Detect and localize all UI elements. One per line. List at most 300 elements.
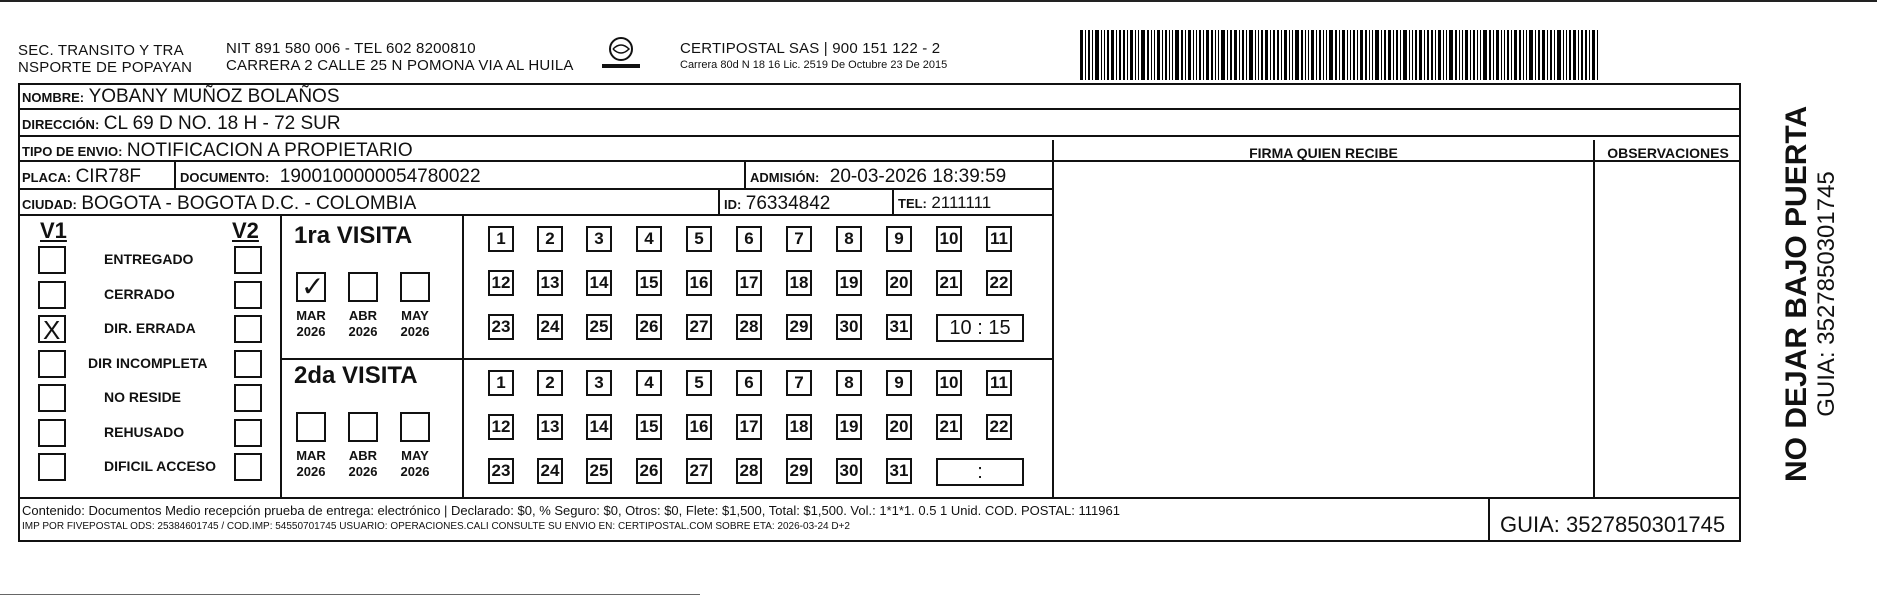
barcode-bar xyxy=(1281,30,1282,80)
v1-mark: X xyxy=(43,315,61,345)
barcode-bar xyxy=(1563,30,1564,80)
direccion-row xyxy=(22,113,341,135)
barcode-bar xyxy=(1249,30,1253,80)
day-box[interactable]: 12 xyxy=(488,270,514,296)
day-box[interactable]: 11 xyxy=(986,226,1012,252)
day-box[interactable]: 9 xyxy=(886,370,912,396)
barcode-bar xyxy=(1360,30,1363,80)
barcode-bar xyxy=(1347,30,1348,80)
issuer-contact xyxy=(226,40,574,74)
barcode-bar xyxy=(1270,30,1271,80)
barcode-bar xyxy=(1493,30,1494,80)
day-box[interactable]: 10 xyxy=(936,226,962,252)
barcode-bar xyxy=(1455,30,1457,80)
barcode-bar xyxy=(1504,30,1505,80)
barcode-bar xyxy=(1123,30,1125,80)
divider xyxy=(18,214,1054,216)
nit-line: NIT 891 580 006 - TEL 602 8200810 xyxy=(226,40,476,57)
barcode-bar xyxy=(1085,30,1086,80)
day-box[interactable]: 30 xyxy=(836,314,862,340)
divider xyxy=(744,162,746,189)
barcode-bar xyxy=(1111,30,1114,80)
barcode-bar xyxy=(1185,30,1186,80)
barcode-bar xyxy=(1465,30,1468,80)
time-field[interactable]: : xyxy=(936,458,1024,486)
ciudad-row xyxy=(22,193,416,215)
barcode-bar xyxy=(1193,30,1194,80)
barcode-bar xyxy=(1258,30,1259,80)
day-box[interactable]: 26 xyxy=(636,458,662,484)
barcode-bar xyxy=(1477,30,1478,80)
tipo-label: TIPO DE ENVIO: xyxy=(22,144,123,159)
barcode-bar xyxy=(1292,30,1293,80)
day-box[interactable]: 22 xyxy=(986,414,1012,440)
day-box[interactable]: 6 xyxy=(736,226,762,252)
barcode-bar xyxy=(1501,30,1502,80)
barcode-bar xyxy=(1443,30,1444,80)
month-checkbox[interactable] xyxy=(348,412,378,442)
tipo-value: NOTIFICACION A PROPIETARIO xyxy=(126,140,413,161)
month-name: MAR xyxy=(296,308,326,323)
barcode-bar xyxy=(1523,30,1524,80)
footer-line-1: Contenido: Documentos Medio recepción prueba de entrega: electrónico | Declarado: $0, % Seguro: $0, Otros: $0, Flete: $1,500, Total: $1,500. Vol.: 1*1*1. 0.5 1 Unid. COD. POSTAL: 111961 xyxy=(22,503,1120,518)
barcode-bar xyxy=(1289,30,1290,80)
status-label: NO RESIDE xyxy=(104,389,182,405)
barcode-bar xyxy=(1357,30,1358,80)
day-box[interactable]: 13 xyxy=(537,414,563,440)
direccion-label: DIRECCIÓN: xyxy=(22,117,100,132)
month-checkbox[interactable] xyxy=(348,272,378,302)
status-label: DIR. ERRADA xyxy=(104,320,196,336)
observaciones-header: OBSERVACIONES xyxy=(1607,145,1729,161)
day-box[interactable]: 19 xyxy=(836,414,862,440)
direccion-value: CL 69 D NO. 18 H - 72 SUR xyxy=(103,113,341,134)
barcode-bar xyxy=(1578,30,1579,80)
day-box[interactable]: 4 xyxy=(636,370,662,396)
day-box[interactable]: 27 xyxy=(686,314,712,340)
day-box[interactable]: 6 xyxy=(736,370,762,396)
day-box[interactable]: 10 xyxy=(936,370,962,396)
barcode-bar xyxy=(1372,30,1373,80)
day-box[interactable]: 29 xyxy=(786,314,812,340)
barcode-bar xyxy=(1277,30,1279,80)
divider xyxy=(462,216,464,497)
month-year: 2026 xyxy=(296,464,326,479)
month-year: 2026 xyxy=(348,324,378,339)
v1-checkbox[interactable] xyxy=(38,281,66,309)
id-row xyxy=(724,193,830,215)
issuer-name xyxy=(18,42,192,76)
admision-value: 20-03-2026 18:39:59 xyxy=(829,166,1007,187)
barcode-bar xyxy=(1239,30,1240,80)
status-label: CERRADO xyxy=(104,285,175,302)
day-box[interactable]: 23 xyxy=(488,314,514,340)
barcode-bar xyxy=(1101,30,1102,80)
placa-row xyxy=(22,166,141,188)
v2-checkbox[interactable] xyxy=(234,419,262,447)
barcode-bar xyxy=(1419,30,1422,80)
barcode-bar xyxy=(1514,30,1517,80)
barcode-bar xyxy=(1569,30,1571,80)
issuer-line-1: SEC. TRANSITO Y TRA xyxy=(18,42,184,59)
day-box[interactable]: 3 xyxy=(586,370,612,396)
day-box[interactable]: 26 xyxy=(636,314,662,340)
status-label: REHUSADO xyxy=(104,423,185,440)
month-check-mark: ✓ xyxy=(301,271,325,302)
month-name: MAY xyxy=(401,448,429,463)
divider xyxy=(892,190,894,215)
barcode-bar xyxy=(1157,30,1160,80)
barcode-bar xyxy=(1246,30,1247,80)
day-box[interactable]: 20 xyxy=(886,270,912,296)
barcode-bar xyxy=(1538,30,1540,80)
barcode-bar xyxy=(1369,30,1370,80)
month-label xyxy=(393,448,437,480)
barcode-bar xyxy=(1273,30,1275,80)
barcode-bar xyxy=(1301,30,1303,80)
barcode-bar xyxy=(1181,30,1183,80)
barcode-bar xyxy=(1308,30,1309,80)
v2-checkbox[interactable] xyxy=(234,315,262,343)
barcode-bar xyxy=(1597,30,1598,80)
day-box[interactable]: 30 xyxy=(836,458,862,484)
barcode-bar xyxy=(1116,30,1117,80)
barcode-bar xyxy=(1554,30,1555,80)
right-columns-divider-mid xyxy=(1593,140,1595,497)
day-box[interactable]: 24 xyxy=(537,314,563,340)
tel-label: TEL: xyxy=(898,196,927,211)
v1-checkbox[interactable] xyxy=(38,350,66,378)
barcode-bar xyxy=(1393,30,1394,80)
v2-checkbox[interactable] xyxy=(234,281,262,309)
day-box[interactable]: 14 xyxy=(586,270,612,296)
v1-checkbox[interactable] xyxy=(38,453,66,481)
day-box[interactable]: 2 xyxy=(537,226,563,252)
barcode-bar xyxy=(1141,30,1145,80)
barcode-bar xyxy=(1526,30,1527,80)
status-label: DIR INCOMPLETA xyxy=(88,354,208,371)
barcode-bar xyxy=(1511,30,1512,80)
day-box[interactable]: 23 xyxy=(488,458,514,484)
top-border xyxy=(0,0,1877,2)
day-box[interactable]: 25 xyxy=(586,314,612,340)
barcode-bar xyxy=(1542,30,1545,80)
v2-checkbox[interactable] xyxy=(234,384,262,412)
placa-value: CIR78F xyxy=(75,166,142,187)
barcode-bar xyxy=(1329,30,1333,80)
barcode-bar xyxy=(1342,30,1345,80)
day-box[interactable]: 19 xyxy=(836,270,862,296)
month-checkbox[interactable] xyxy=(400,272,430,302)
barcode-bar xyxy=(1165,30,1167,80)
day-box[interactable]: 27 xyxy=(686,458,712,484)
barcode-bar xyxy=(1119,30,1121,80)
barcode-bar xyxy=(1218,30,1219,80)
barcode-bar xyxy=(1095,30,1099,80)
day-box[interactable]: 1 xyxy=(488,370,514,396)
month-year: 2026 xyxy=(400,464,430,479)
firma-header: FIRMA QUIEN RECIBE xyxy=(1249,145,1398,161)
barcode-bar xyxy=(1403,30,1407,80)
day-box[interactable]: 8 xyxy=(836,226,862,252)
barcode-bar xyxy=(1234,30,1237,80)
nombre-label: NOMBRE: xyxy=(22,90,85,105)
barcode-bar xyxy=(1592,30,1595,80)
barcode-bar xyxy=(1172,30,1173,80)
barcode-bar xyxy=(1326,30,1327,80)
tel-value: 2111111 xyxy=(931,193,992,212)
visit2-title: 2da VISITA xyxy=(294,362,418,389)
barcode-bar xyxy=(1323,30,1324,80)
barcode-bar xyxy=(1388,30,1391,80)
barcode-bar xyxy=(1535,30,1536,80)
month-label xyxy=(393,308,437,340)
barcode-bar xyxy=(1092,30,1093,80)
divider xyxy=(174,162,176,189)
month-name: MAR xyxy=(296,448,326,463)
month-label xyxy=(289,308,333,340)
month-checkbox[interactable] xyxy=(296,412,326,442)
tipo-row xyxy=(22,140,413,162)
barcode-bar xyxy=(1319,30,1321,80)
certipostal-logo-icon xyxy=(596,36,646,72)
day-box[interactable]: 18 xyxy=(786,270,812,296)
admision-label: ADMISIÓN: xyxy=(750,170,820,185)
divider xyxy=(282,358,1054,360)
tel-row xyxy=(898,193,991,213)
month-name: MAY xyxy=(401,308,429,323)
barcode-bar xyxy=(1221,30,1225,80)
barcode-bar xyxy=(1230,30,1232,80)
id-label: ID: xyxy=(724,197,742,212)
month-year: 2026 xyxy=(400,324,430,339)
barcode-bar xyxy=(1188,30,1191,80)
day-box[interactable]: 31 xyxy=(886,314,912,340)
v2-checkbox[interactable] xyxy=(234,453,262,481)
barcode-bar xyxy=(1211,30,1213,80)
day-box[interactable]: 29 xyxy=(786,458,812,484)
barcode-bar xyxy=(1412,30,1413,80)
day-box[interactable]: 7 xyxy=(786,370,812,396)
day-box[interactable]: 7 xyxy=(786,226,812,252)
barcode-bar xyxy=(1473,30,1475,80)
barcode-bar xyxy=(1130,30,1133,80)
day-box[interactable]: 17 xyxy=(736,414,762,440)
barcode-bar xyxy=(1154,30,1155,80)
barcode-bar xyxy=(1135,30,1136,80)
month-name: ABR xyxy=(348,448,378,463)
day-box[interactable]: 12 xyxy=(488,414,514,440)
barcode-bar xyxy=(1438,30,1441,80)
day-box[interactable]: 13 xyxy=(537,270,563,296)
barcode-bar xyxy=(1431,30,1433,80)
day-box[interactable]: 28 xyxy=(736,458,762,484)
divider xyxy=(718,190,720,215)
barcode-bar xyxy=(1557,30,1561,80)
barcode-bar xyxy=(1427,30,1429,80)
barcode-bar xyxy=(1265,30,1268,80)
day-box[interactable]: 31 xyxy=(886,458,912,484)
barcode-bar xyxy=(1206,30,1209,80)
barcode-bar xyxy=(1547,30,1548,80)
day-box[interactable]: 16 xyxy=(686,270,712,296)
month-label xyxy=(341,448,385,480)
barcode-bar xyxy=(1255,30,1256,80)
footer-line-2: IMP POR FIVEPOSTAL ODS: 25384601745 / COD.IMP: 54550701745 USUARIO: OPERACIONES.CALI CONSULTE SU ENVIO EN: CERTIPOSTAL.COM SOBRE ETA: 2026-03-24 D+2 xyxy=(22,521,850,532)
barcode-bar xyxy=(1242,30,1244,80)
barcode-bar xyxy=(1138,30,1139,80)
divider xyxy=(18,135,1741,137)
barcode-bar xyxy=(1446,30,1447,80)
barcode-bar xyxy=(1566,30,1567,80)
month-year: 2026 xyxy=(296,324,326,339)
admision-row xyxy=(750,166,1006,188)
barcode-bar xyxy=(1529,30,1533,80)
barcode-bar xyxy=(1203,30,1204,80)
day-box[interactable]: 21 xyxy=(936,414,962,440)
barcode-bar xyxy=(1573,30,1576,80)
day-box[interactable]: 4 xyxy=(636,226,662,252)
barcode-bar xyxy=(1127,30,1128,80)
day-box[interactable]: 15 xyxy=(636,270,662,296)
barcode-bar xyxy=(1375,30,1379,80)
day-box[interactable]: 28 xyxy=(736,314,762,340)
barcode-bar xyxy=(1261,30,1263,80)
barcode-bar xyxy=(1175,30,1179,80)
barcode-bar xyxy=(1335,30,1337,80)
day-box[interactable]: 5 xyxy=(686,370,712,396)
barcode-bar xyxy=(1585,30,1587,80)
placa-label: PLACA: xyxy=(22,170,72,185)
day-box[interactable]: 3 xyxy=(586,226,612,252)
barcode-bar xyxy=(1199,30,1201,80)
day-box[interactable]: 22 xyxy=(986,270,1012,296)
barcode-bar xyxy=(1151,30,1152,80)
barcode-bar xyxy=(1424,30,1425,80)
footer-guia: GUIA: 3527850301745 xyxy=(1500,512,1726,537)
divider xyxy=(1488,499,1490,542)
v1-checkbox[interactable] xyxy=(38,246,66,274)
day-box[interactable]: 15 xyxy=(636,414,662,440)
status-label: ENTREGADO xyxy=(104,251,194,267)
divider xyxy=(18,188,1054,190)
barcode-bar xyxy=(1415,30,1417,80)
day-box[interactable]: 16 xyxy=(686,414,712,440)
barcode-bar xyxy=(1088,30,1090,80)
barcode-bar xyxy=(1550,30,1552,80)
carrier-line-1: CERTIPOSTAL SAS | 900 151 122 - 2 xyxy=(680,40,941,57)
barcode-bar xyxy=(1147,30,1149,80)
barcode-bar xyxy=(1365,30,1367,80)
divider xyxy=(18,497,1741,499)
month-checkbox[interactable] xyxy=(296,272,326,302)
day-box[interactable]: 9 xyxy=(886,226,912,252)
barcode-bar xyxy=(1350,30,1351,80)
barcode-bar xyxy=(1107,30,1109,80)
documento-value: 1900100000054780022 xyxy=(279,166,481,187)
day-box[interactable]: 21 xyxy=(936,270,962,296)
carrier-line-2: Carrera 80d N 18 16 Lic. 2519 De Octubre 23 De 2015 xyxy=(680,59,948,71)
barcode-bar xyxy=(1409,30,1410,80)
visit1-title: 1ra VISITA xyxy=(294,222,413,249)
barcode-bar xyxy=(1316,30,1317,80)
day-box[interactable]: 24 xyxy=(537,458,563,484)
barcode-bar xyxy=(1162,30,1163,80)
barcode-bar xyxy=(1483,30,1487,80)
issuer-line-2: NSPORTE DE POPAYAN xyxy=(18,59,193,76)
barcode-bar xyxy=(1462,30,1463,80)
day-box[interactable]: 17 xyxy=(736,270,762,296)
day-box[interactable]: 14 xyxy=(586,414,612,440)
barcode-bar xyxy=(1400,30,1401,80)
v1-checkbox[interactable] xyxy=(38,315,66,343)
barcode-bar xyxy=(1169,30,1170,80)
v2-checkbox[interactable] xyxy=(234,350,262,378)
day-box[interactable]: 11 xyxy=(986,370,1012,396)
time-field[interactable]: 10 : 15 xyxy=(936,314,1024,342)
nombre-value: YOBANY MUÑOZ BOLAÑOS xyxy=(88,86,340,107)
barcode-bar xyxy=(1353,30,1355,80)
day-box[interactable]: 8 xyxy=(836,370,862,396)
side-guia: GUIA: 3527850301745 xyxy=(1813,171,1840,417)
right-columns-divider-left xyxy=(1052,140,1054,497)
barcode-bar xyxy=(1339,30,1340,80)
day-box[interactable]: 1 xyxy=(488,226,514,252)
day-box[interactable]: 20 xyxy=(886,414,912,440)
barcode-bar xyxy=(1104,30,1105,80)
v2-header: V2 xyxy=(232,218,259,243)
address-line: CARRERA 2 CALLE 25 N POMONA VIA AL HUILA xyxy=(226,57,574,74)
side-warning: NO DEJAR BAJO PUERTA xyxy=(1780,105,1813,482)
day-box[interactable]: 2 xyxy=(537,370,563,396)
barcode-bar xyxy=(1080,30,1083,80)
barcode-bar xyxy=(1470,30,1471,80)
barcode-bar xyxy=(1435,30,1436,80)
day-box[interactable]: 18 xyxy=(786,414,812,440)
side-text xyxy=(1752,105,1842,482)
v1-checkbox[interactable] xyxy=(38,419,66,447)
bottom-rule xyxy=(0,594,700,595)
month-checkbox[interactable] xyxy=(400,412,430,442)
barcode-bar xyxy=(1311,30,1314,80)
day-box[interactable]: 25 xyxy=(586,458,612,484)
month-label xyxy=(341,308,385,340)
day-box[interactable]: 5 xyxy=(686,226,712,252)
status-label: DIFICIL ACCESO xyxy=(104,458,217,474)
month-label xyxy=(289,448,333,480)
barcode-bar xyxy=(1480,30,1481,80)
barcode-bar xyxy=(1581,30,1583,80)
barcode-bar xyxy=(1396,30,1398,80)
month-year: 2026 xyxy=(348,464,378,479)
barcode-bar xyxy=(1305,30,1306,80)
barcode-bar xyxy=(1196,30,1197,80)
month-name: ABR xyxy=(348,308,378,323)
documento-label: DOCUMENTO: xyxy=(180,170,270,185)
v2-checkbox[interactable] xyxy=(234,246,262,274)
nombre-row xyxy=(22,86,340,108)
barcode-bar xyxy=(1295,30,1299,80)
divider xyxy=(18,108,1741,110)
ciudad-value: BOGOTA - BOGOTA D.C. - COLOMBIA xyxy=(81,193,417,214)
barcode-bar xyxy=(1489,30,1491,80)
v1-checkbox[interactable] xyxy=(38,384,66,412)
documento-row xyxy=(180,166,481,188)
divider xyxy=(280,216,282,497)
barcode-bar xyxy=(1507,30,1509,80)
barcode-bar xyxy=(1381,30,1382,80)
barcode-bar xyxy=(1589,30,1590,80)
